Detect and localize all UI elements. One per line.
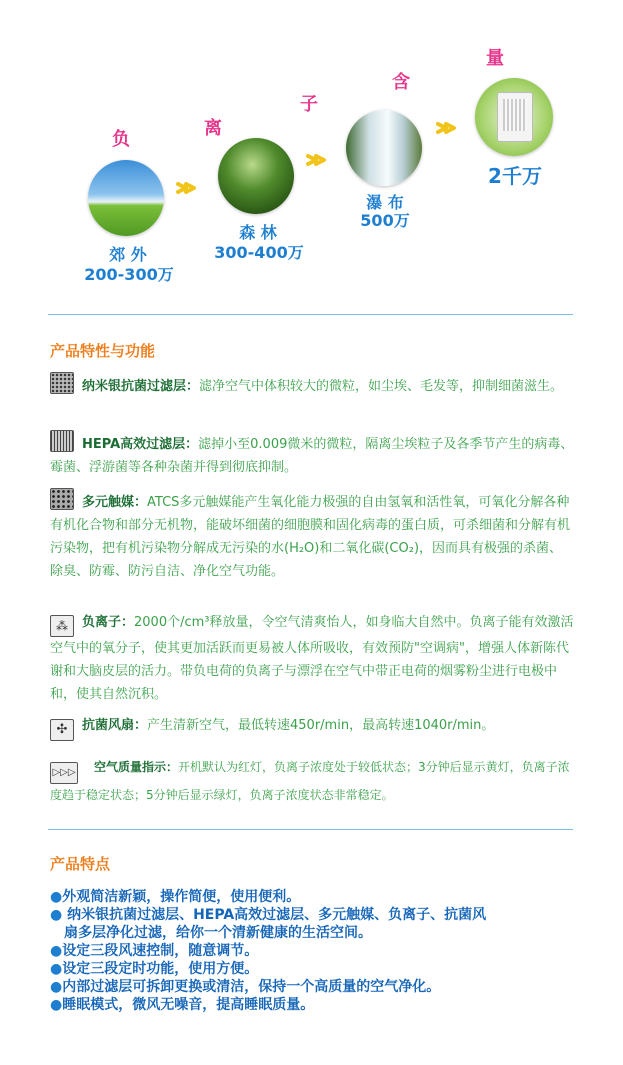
bullet-icon: ● <box>50 889 63 905</box>
negative-ion-icon: ⁂ <box>50 615 74 637</box>
stage-name-waterfall: 瀑 布 <box>366 193 404 212</box>
feature-item: ●外观简洁新颖，操作简便，使用便利。 <box>50 889 301 905</box>
stage-value-waterfall: 500万 <box>360 211 410 230</box>
header-char-2: 离 <box>204 118 222 139</box>
feature-item: ●设定三段风速控制，随意调节。 <box>50 943 259 959</box>
bullet-icon: ● <box>50 907 63 923</box>
divider <box>48 829 573 830</box>
air-purifier-image <box>475 78 553 156</box>
fan-icon: ✣ <box>50 719 74 741</box>
function-text: ATCS多元触媒能产生氧化能力极强的自由氢氧和活性氧，可氧化分解各种有机化合物和部分无机物，能破坏细菌的细胞膜和固化病毒的蛋白质，可杀细菌和分解有机污染物，把有机污染物分解成无污染的水(H₂O)和二氧化碳(CO₂)，因而具有极强的杀菌、除臭、防霉、防污自洁、净化空气功能。 <box>50 495 571 579</box>
header-char-1: 负 <box>112 129 130 150</box>
function-label: 多元触媒： <box>82 495 148 510</box>
features-title: 产品特点 <box>50 855 111 873</box>
stage-value-forest: 300-400万 <box>214 243 304 262</box>
features-list <box>50 888 575 1014</box>
header-char-4: 含 <box>392 72 410 93</box>
forest-image <box>218 138 294 214</box>
suburb-image <box>88 160 164 236</box>
function-item <box>50 488 575 583</box>
function-label: 纳米银抗菌过滤层： <box>82 379 200 394</box>
function-label: HEPA高效过滤层： <box>82 437 199 452</box>
function-text: 产生清新空气，最低转速450r/min，最高转速1040r/min。 <box>147 718 495 733</box>
bullet-icon: ● <box>50 997 63 1013</box>
function-text: 开机默认为红灯，负离子浓度处于较低状态；3分钟后显示黄灯，负离子浓度趋于稳定状态；5分钟后显示绿灯，负离子浓度状态非常稳定。 <box>50 760 570 802</box>
function-item <box>50 372 575 398</box>
function-label: 抗菌风扇： <box>82 718 148 733</box>
function-item <box>50 756 575 806</box>
function-item <box>50 611 575 706</box>
waterfall-image <box>346 110 422 186</box>
nano-silver-filter-icon <box>50 372 74 394</box>
stage-name-suburb: 郊 外 <box>109 245 147 264</box>
feature-item: ● 纳米银抗菌过滤层、HEPA高效过滤层、多元触媒、负离子、抗菌风 扇多层净化过滤，给你一个清新健康的生活空间。 <box>50 907 487 941</box>
arrow-right-icon <box>306 152 328 168</box>
multi-catalyst-icon <box>50 488 74 510</box>
feature-item: ●内部过滤层可拆卸更换或清洁，保持一个高质量的空气净化。 <box>50 979 441 995</box>
functions-title: 产品特性与功能 <box>50 342 156 360</box>
bullet-icon: ● <box>50 979 63 995</box>
function-label: 负离子： <box>82 615 135 630</box>
function-text: 2000个/cm³释放量，令空气清爽怡人，如身临大自然中。负离子能有效激活空气中的氧分子，使其更加活跃而更易被人体所吸收，有效预防"空调病"，增强人体新陈代谢和大脑皮层的活力。带负电荷的负离子与漂浮在空气中带正电荷的烟雾粉尘进行电极中和，使其自然沉积。 <box>50 615 574 702</box>
arrow-right-icon <box>436 120 458 136</box>
header-char-5: 量 <box>486 48 504 69</box>
air-quality-indicator-icon: ▷▷▷ <box>50 762 78 784</box>
function-text: 滤掉小至0.009微米的微粒，隔离尘埃粒子及各季节产生的病毒、霉菌、浮游菌等各种杂菌并得到彻底抑制。 <box>50 437 574 475</box>
stage-value-suburb: 200-300万 <box>84 265 174 284</box>
hepa-filter-icon <box>50 430 74 452</box>
bullet-icon: ● <box>50 943 63 959</box>
function-text: 滤净空气中体积较大的微粒，如尘埃、毛发等，抑制细菌滋生。 <box>199 379 564 394</box>
function-label: 空气质量指示： <box>94 760 179 774</box>
arrow-right-icon <box>176 180 198 196</box>
header-char-3: 子 <box>300 94 318 115</box>
bullet-icon: ● <box>50 961 63 977</box>
stage-name-forest: 森 林 <box>239 223 277 242</box>
function-item <box>50 714 575 741</box>
feature-item: ●设定三段定时功能，使用方便。 <box>50 961 259 977</box>
stage-value-purifier: 2千万 <box>488 164 542 188</box>
function-item <box>50 430 575 479</box>
divider <box>48 314 573 315</box>
feature-item: ●睡眠模式，微风无噪音，提高睡眠质量。 <box>50 997 315 1013</box>
